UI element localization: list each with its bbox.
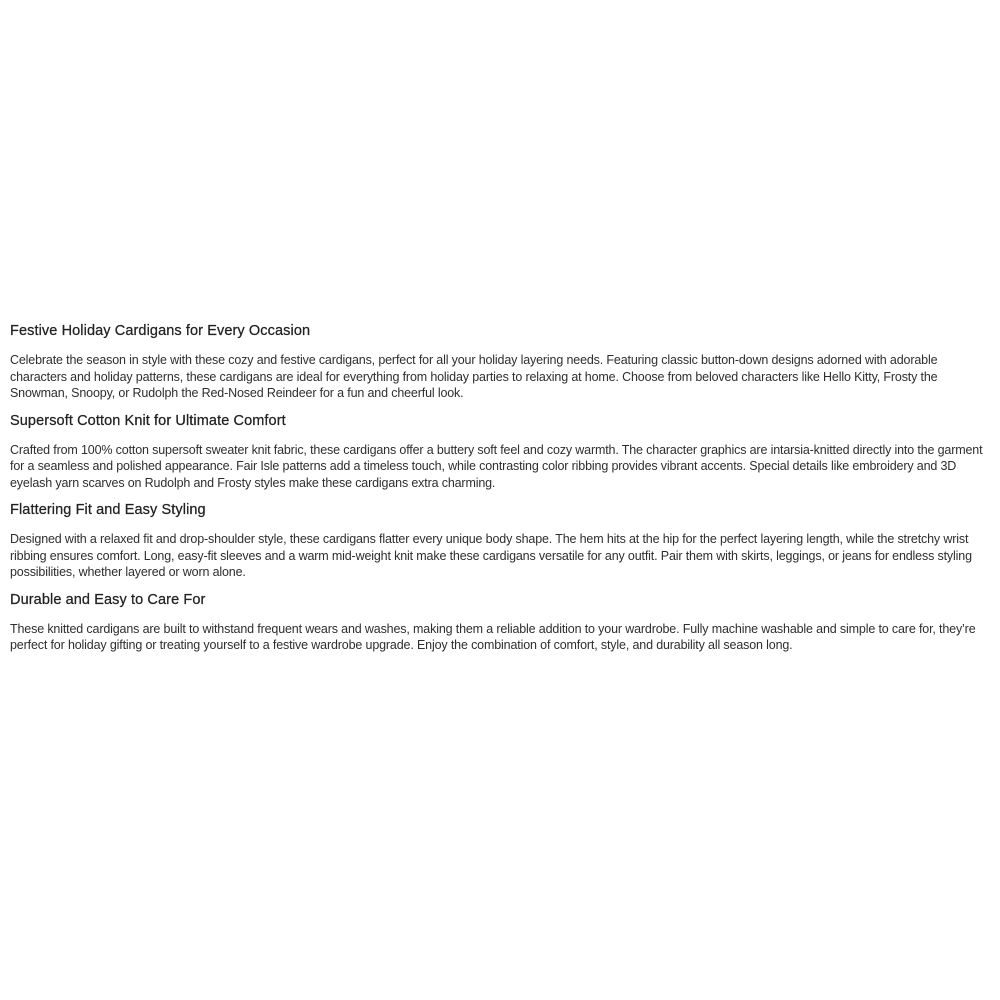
section-festive-holiday xyxy=(10,322,990,402)
section-flattering-fit xyxy=(10,501,990,581)
section-heading: Flattering Fit and Easy Styling xyxy=(10,502,206,518)
section-heading: Durable and Easy to Care For xyxy=(10,591,206,608)
section-body: Celebrate the season in style with these cozy and festive cardigans, perfect for all your holiday layering needs. Featuring classic button-down designs adorned with adorable characters and holiday patterns, these cardigans are ideal for everything from holiday parties to relaxing at home. Choose from beloved characters like Hello Kitty, Frosty the Snowman, Snoopy, or Rudolph the Red-Nosed Reindeer for a fun and cheerful look. xyxy=(10,353,938,400)
section-heading: Supersoft Cotton Knit for Ultimate Comfort xyxy=(10,412,286,429)
section-durable-care xyxy=(10,591,990,654)
section-body: These knitted cardigans are built to withstand frequent wears and washes, making them a reliable addition to your wardrobe. Fully machine washable and simple to care for, they’re perfect for holiday gifting or treating yourself to a festive wardrobe upgrade. Enjoy the combination of comfort, style, and durability all season long. xyxy=(10,621,976,652)
section-heading: Festive Holiday Cardigans for Every Occasion xyxy=(10,323,311,339)
product-description xyxy=(10,322,990,664)
section-supersoft-cotton xyxy=(10,412,990,492)
section-body: Crafted from 100% cotton supersoft sweater knit fabric, these cardigans offer a buttery soft feel and cozy warmth. The character graphics are intarsia-knitted directly into the garment for a seamless and polished appearance. Fair Isle patterns add a timeless touch, while contrasting color ribbing provides vibrant accents. Special details like embroidery and 3D eyelash yarn scarves on Rudolph and Frosty styles make these cardigans extra charming. xyxy=(10,442,983,490)
section-body: Designed with a relaxed fit and drop-shoulder style, these cardigans flatter every unique body shape. The hem hits at the hip for the perfect layering length, while the stretchy wrist ribbing ensures comfort. Long, easy-fit sleeves and a warm mid-weight knit make these cardigans versatile for any outfit. Pair them with skirts, leggings, or jeans for endless styling possibilities, whether layered or worn alone. xyxy=(10,532,972,579)
